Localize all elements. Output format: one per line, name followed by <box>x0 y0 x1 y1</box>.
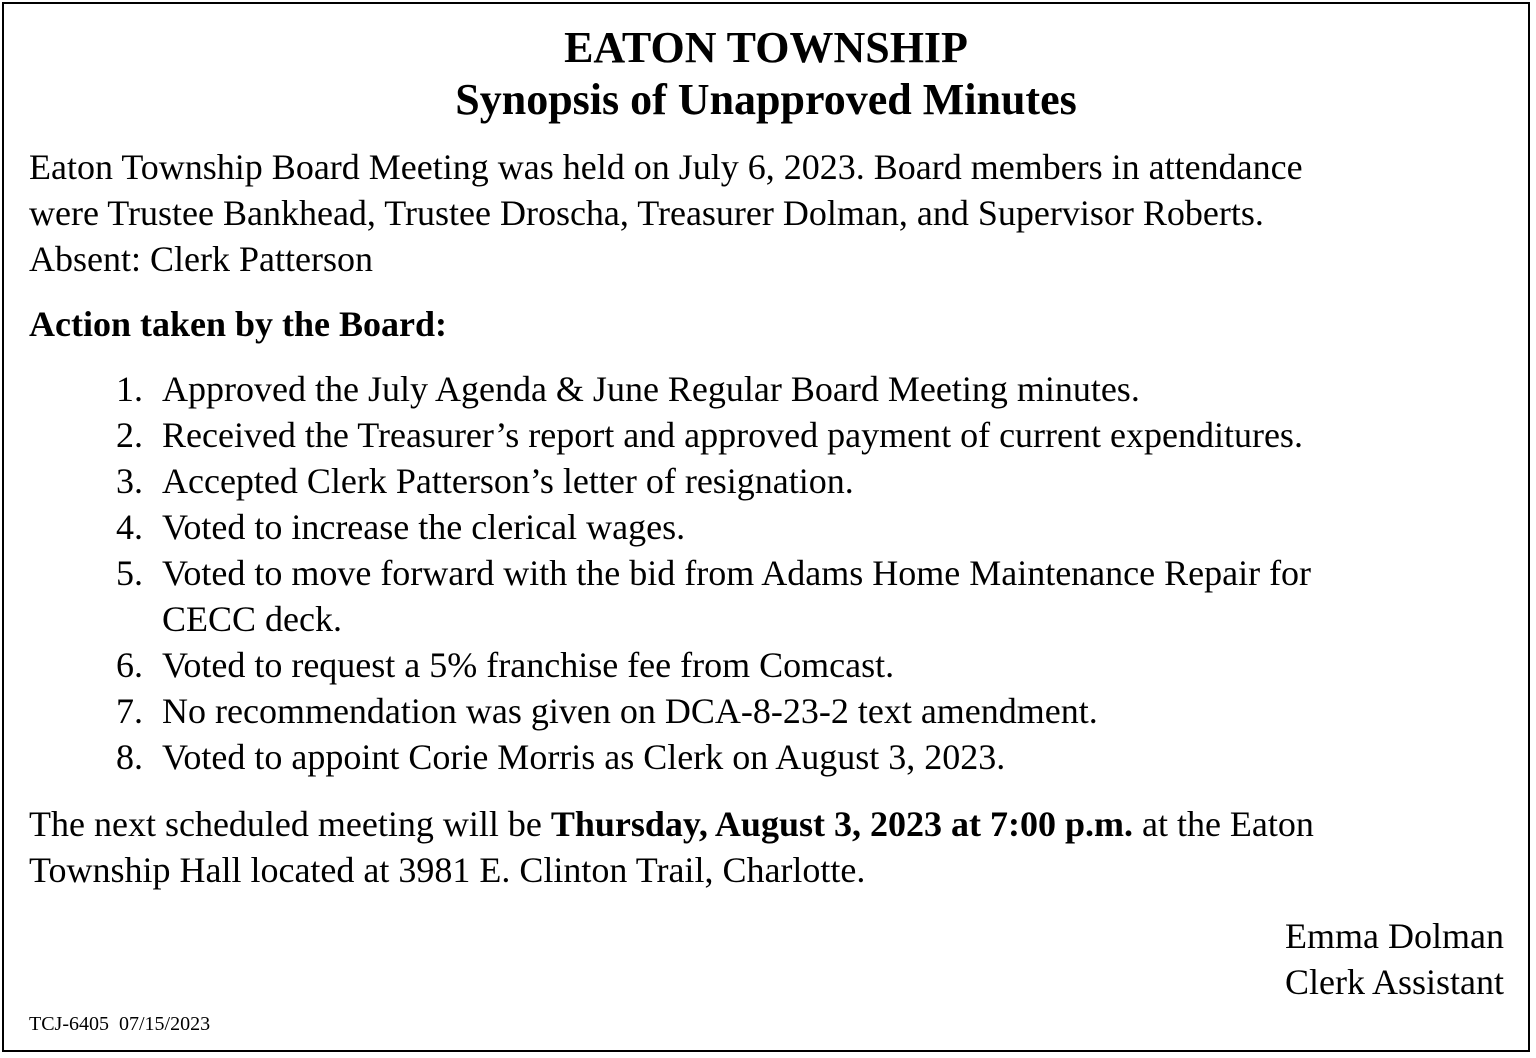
item-text: Approved the July Agenda & June Regular Board Meeting minutes. <box>162 369 1140 409</box>
item-number: 6. <box>116 645 143 685</box>
item-text: Voted to increase the clerical wages. <box>162 507 686 547</box>
item-text: Voted to request a 5% franchise fee from Comcast. <box>162 645 895 685</box>
list-item <box>116 688 1508 734</box>
signer-name: Emma Dolman <box>1285 916 1504 956</box>
list-item <box>116 412 1508 458</box>
signature-block <box>1285 913 1504 1005</box>
absent-line: Absent: Clerk Patterson <box>29 239 373 279</box>
item-number: 5. <box>116 553 143 593</box>
list-item <box>116 458 1508 504</box>
item-text: CECC deck. <box>162 599 342 639</box>
notice-subtitle: Synopsis of Unapproved Minutes <box>455 75 1077 124</box>
item-text: Voted to move forward with the bid from Adams Home Maintenance Repair for <box>162 553 1312 593</box>
item-text: No recommendation was given on DCA-8-23-2 text amendment. <box>162 691 1098 731</box>
item-text: Voted to appoint Corie Morris as Clerk on August 3, 2023. <box>162 737 1006 777</box>
item-text: Accepted Clerk Patterson’s letter of resignation. <box>162 461 854 501</box>
list-item-continuation <box>116 596 1508 642</box>
attendance-paragraph <box>29 144 1506 282</box>
list-item <box>116 550 1508 596</box>
item-number: 1. <box>116 369 143 409</box>
reference-code: TCJ-6405 <box>29 1013 109 1035</box>
reference-date: 07/15/2023 <box>119 1013 211 1035</box>
next-meeting-datetime: Thursday, August 3, 2023 at 7:00 p.m. <box>550 804 1133 844</box>
list-item <box>116 504 1508 550</box>
item-number: 7. <box>116 691 143 731</box>
attendance-line: were Trustee Bankhead, Trustee Droscha, Treasurer Dolman, and Supervisor Roberts. <box>29 193 1264 233</box>
next-meeting-prefix: The next scheduled meeting will be <box>29 804 551 844</box>
attendance-line: Eaton Township Board Meeting was held on July 6, 2023. Board members in attendance <box>29 147 1303 187</box>
item-text: Received the Treasurer’s report and approved payment of current expenditures. <box>162 415 1303 455</box>
next-meeting-location: Township Hall located at 3981 E. Clinton Trail, Charlotte. <box>29 850 866 890</box>
next-meeting-suffix: at the Eaton <box>1132 804 1314 844</box>
signer-role: Clerk Assistant <box>1284 962 1504 1002</box>
list-item <box>116 366 1508 412</box>
item-number: 4. <box>116 507 143 547</box>
reference-line <box>29 1012 210 1036</box>
next-meeting-paragraph <box>29 801 1506 893</box>
list-item <box>116 642 1508 688</box>
notice-title: EATON TOWNSHIP <box>564 23 968 72</box>
item-number: 8. <box>116 737 143 777</box>
actions-heading: Action taken by the Board: <box>29 304 448 344</box>
actions-list <box>116 366 1508 780</box>
item-number: 2. <box>116 415 143 455</box>
list-item <box>116 734 1508 780</box>
next-meeting-line <box>29 801 1506 847</box>
item-number: 3. <box>116 461 143 501</box>
legal-notice <box>2 2 1530 1052</box>
